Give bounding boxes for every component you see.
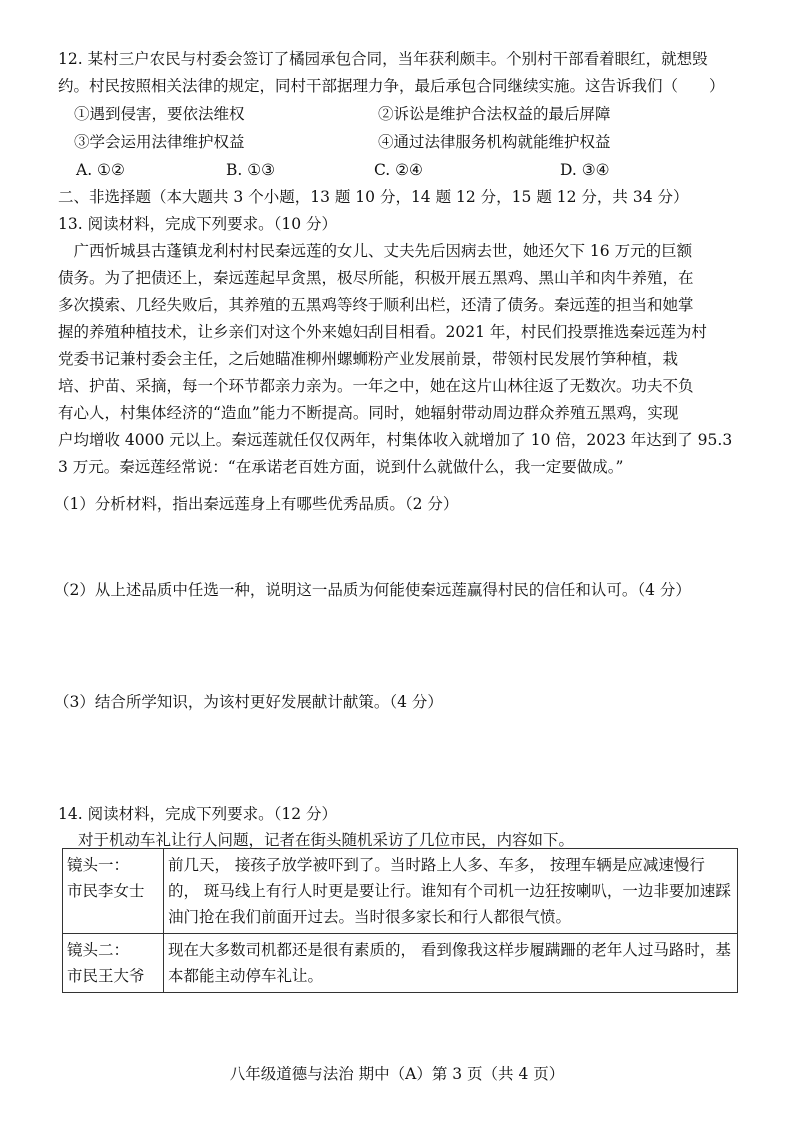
q12-choice-c: C. ②④: [374, 161, 423, 179]
q13-subquestion-1: （1）分析材料，指出秦远莲身上有哪些优秀品质。（2 分）: [54, 495, 459, 513]
q13-material-line8: 户均增收 4000 元以上。秦远莲就任仅仅两年，村集体收入就增加了 10 倍，2023 年达到了 95.3: [58, 431, 733, 449]
q13-material-line1: 广西忻城县古蓬镇龙利村村民秦远莲的女儿、丈夫先后因病去世，她还欠下 16 万元的巨额: [58, 242, 693, 260]
q13-material-line2: 债务。为了把债还上，秦远莲起早贪黑，极尽所能，积极开展五黑鸡、黑山羊和肉牛养殖，在: [58, 269, 694, 287]
q13-subquestion-2: （2）从上述品质中任选一种，说明这一品质为何能使秦远莲赢得村民的信任和认可。（4 分）: [54, 581, 691, 599]
q12-stem-line1: 12. 某村三户农民与村委会签订了橘园承包合同，当年获利颇丰。个别村干部看着眼红，就想毁: [58, 50, 708, 68]
interview-text: 现在大多数司机都还是很有素质的， 看到像我这样步履蹒跚的老年人过马路时，基本都能主动停车礼让。: [164, 934, 738, 993]
table-row: [63, 934, 738, 993]
q12-choice-d: D. ③④: [560, 161, 610, 179]
q12-option-3: ③学会运用法律维护权益: [74, 133, 245, 151]
q12-choice-a: A. ①②: [76, 161, 125, 179]
q13-subquestion-3: （3）结合所学知识，为该村更好发展献计献策。（4 分）: [54, 693, 443, 711]
interview-table: [62, 848, 738, 993]
q12-option-2: ②诉讼是维护合法权益的最后屏障: [378, 105, 611, 123]
q12-option-4: ④通过法律服务机构就能维护权益: [378, 133, 611, 151]
q12-option-1: ①遇到侵害，要依法维权: [74, 105, 245, 123]
q13-material-line9: 3 万元。秦远莲经常说：“在承诺老百姓方面，说到什么就做什么，我一定要做成。”: [58, 458, 624, 476]
q12-choice-b: B. ①③: [226, 161, 276, 179]
q13-material-line4: 握的养殖种植技术，让乡亲们对这个外来媳妇刮目相看。2021 年，村民们投票推选秦远莲为村: [58, 323, 707, 341]
q13-material-line6: 培、护苗、采摘，每一个环节都亲力亲为。一年之中，她在这片山林往返了无数次。功夫不负: [58, 377, 694, 395]
q13-material-line7: 有心人，村集体经济的“造血”能力不断提高。同时，她辐射带动周边群众养殖五黑鸡，实现: [58, 404, 679, 422]
interviewee-label: 镜头一： 市民李女士: [63, 849, 164, 934]
q14-title: 14. 阅读材料，完成下列要求。（12 分）: [58, 805, 337, 823]
q13-material-line5: 党委书记兼村委会主任，之后她瞄准柳州螺蛳粉产业发展前景，带领村民发展竹笋种植，栽: [58, 350, 679, 368]
q14-intro: 对于机动车礼让行人问题，记者在街头随机采访了几位市民，内容如下。: [78, 831, 575, 849]
table-row: [63, 849, 738, 934]
q12-stem-line2: 约。村民按照相关法律的规定，同村干部据理力争，最后承包合同继续实施。这告诉我们（ ）: [58, 77, 725, 95]
page-footer: 八年级道德与法治 期中（A）第 3 页（共 4 页）: [229, 1065, 565, 1083]
interviewee-label: 镜头二： 市民王大爷: [63, 934, 164, 993]
q13-material-line3: 多次摸索、几经失败后，其养殖的五黑鸡等终于顺利出栏，还清了债务。秦远莲的担当和她掌: [58, 296, 694, 314]
interview-text: 前几天， 接孩子放学被吓到了。当时路上人多、车多， 按理车辆是应减速慢行的， 斑马线上有行人时更是要让行。谁知有个司机一边狂按喇叭，一边非要加速踩油门抢在我们前面开过去。当时很多家长和行人都很气愤。: [164, 849, 738, 934]
section-heading: 二、非选择题（本大题共 3 个小题，13 题 10 分，14 题 12 分，15 题 12 分，共 34 分）: [58, 188, 689, 206]
q13-title: 13. 阅读材料，完成下列要求。（10 分）: [58, 215, 337, 233]
